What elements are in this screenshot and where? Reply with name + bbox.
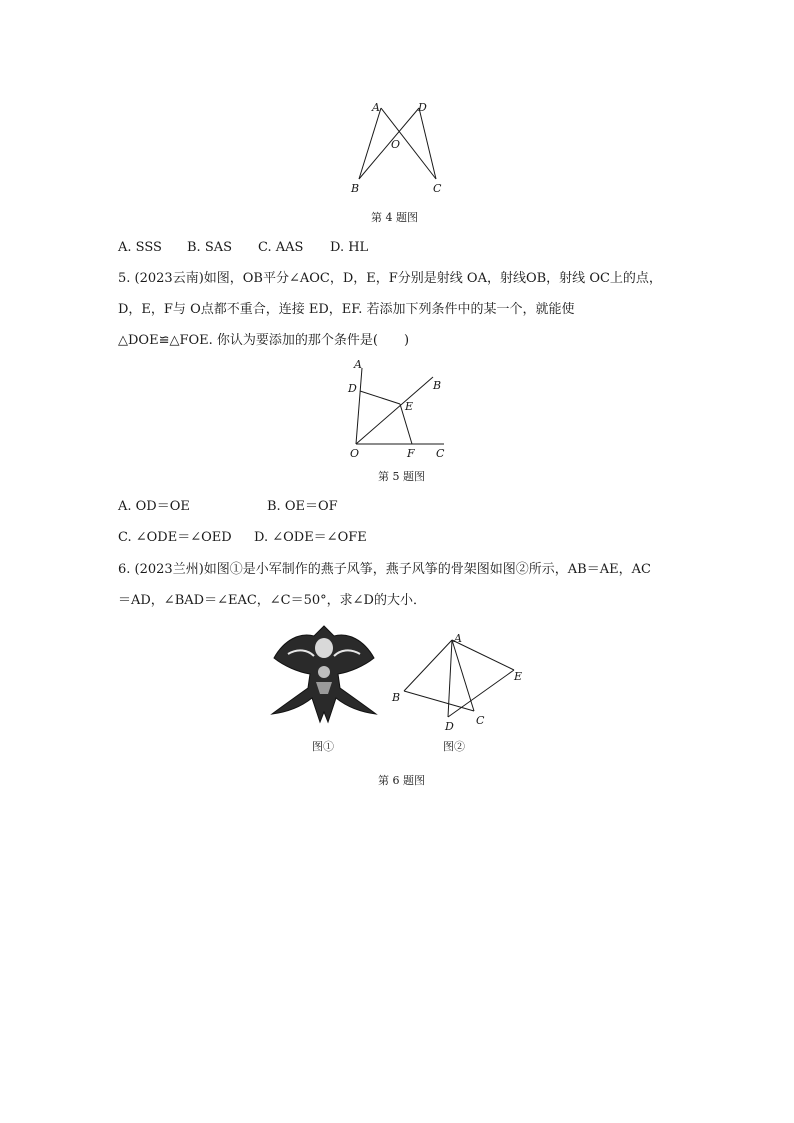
point-label-O: O	[391, 138, 401, 151]
figure-6-label-1: 图①	[312, 740, 334, 753]
figure-5-caption: 第 5 题图	[378, 470, 425, 483]
q4-option-d: D. HL	[330, 240, 369, 255]
point-label-C: C	[436, 447, 445, 460]
segment-AB	[359, 108, 381, 179]
point-label-A: A	[454, 632, 462, 645]
point-label-F: F	[407, 447, 415, 460]
q4-option-c: C. AAS	[258, 240, 304, 255]
point-label-C: C	[433, 182, 442, 195]
figure-5-diagram	[340, 355, 455, 465]
point-label-E: E	[514, 670, 523, 683]
swallow-kite-illustration	[268, 622, 380, 730]
point-label-D: D	[445, 720, 454, 733]
q5-text-line-3: △DOE≌△FOE. 你认为要添加的那个条件是( )	[118, 333, 410, 348]
point-label-A: A	[372, 101, 380, 114]
q4-option-a: A. SSS	[118, 240, 162, 255]
q6-text-line-1: 6. (2023兰州)如图①是小军制作的燕子风筝，燕子风筝的骨架图如图②所示，AB＝AE，AC	[118, 562, 651, 577]
point-label-A: A	[354, 358, 362, 371]
figure-6-diagram	[388, 628, 530, 734]
ray-OB	[356, 377, 433, 444]
q6-text-line-2: ＝AD，∠BAD＝∠EAC，∠C＝50°，求∠D的大小．	[118, 593, 426, 608]
segment-BC	[404, 691, 474, 711]
figure-4-caption: 第 4 题图	[371, 211, 418, 224]
q5-option-d: D. ∠ODE＝∠OFE	[254, 530, 367, 545]
figure-6-caption: 第 6 题图	[378, 774, 425, 787]
q5-text-line-1: 5. (2023云南)如图，OB平分∠AOC，D，E，F分别是射线 OA，射线OB，射线 OC上的点，	[118, 271, 662, 286]
q4-option-b: B. SAS	[187, 240, 233, 255]
point-label-E: E	[405, 400, 414, 413]
point-label-O: O	[350, 447, 360, 460]
point-label-C: C	[476, 714, 485, 727]
q5-option-a: A. OD＝OE	[118, 499, 190, 514]
figure-4-diagram	[340, 96, 460, 200]
segment-DE	[448, 670, 514, 717]
segment-DE	[360, 391, 400, 404]
figure-6-label-2: 图②	[443, 740, 465, 753]
point-label-B: B	[433, 379, 442, 392]
point-label-B: B	[392, 691, 401, 704]
point-label-B: B	[351, 182, 360, 195]
point-label-D: D	[348, 382, 357, 395]
q5-text-line-2: D，E，F与 O点都不重合，连接 ED，EF. 若添加下列条件中的某一个，就能使	[118, 302, 575, 317]
segment-AB	[404, 640, 452, 691]
ray-OA	[356, 368, 362, 444]
point-label-D: D	[418, 101, 427, 114]
q5-option-b: B. OE＝OF	[267, 499, 338, 514]
q5-option-c: C. ∠ODE＝∠OED	[118, 530, 232, 545]
segment-AD	[448, 640, 452, 717]
